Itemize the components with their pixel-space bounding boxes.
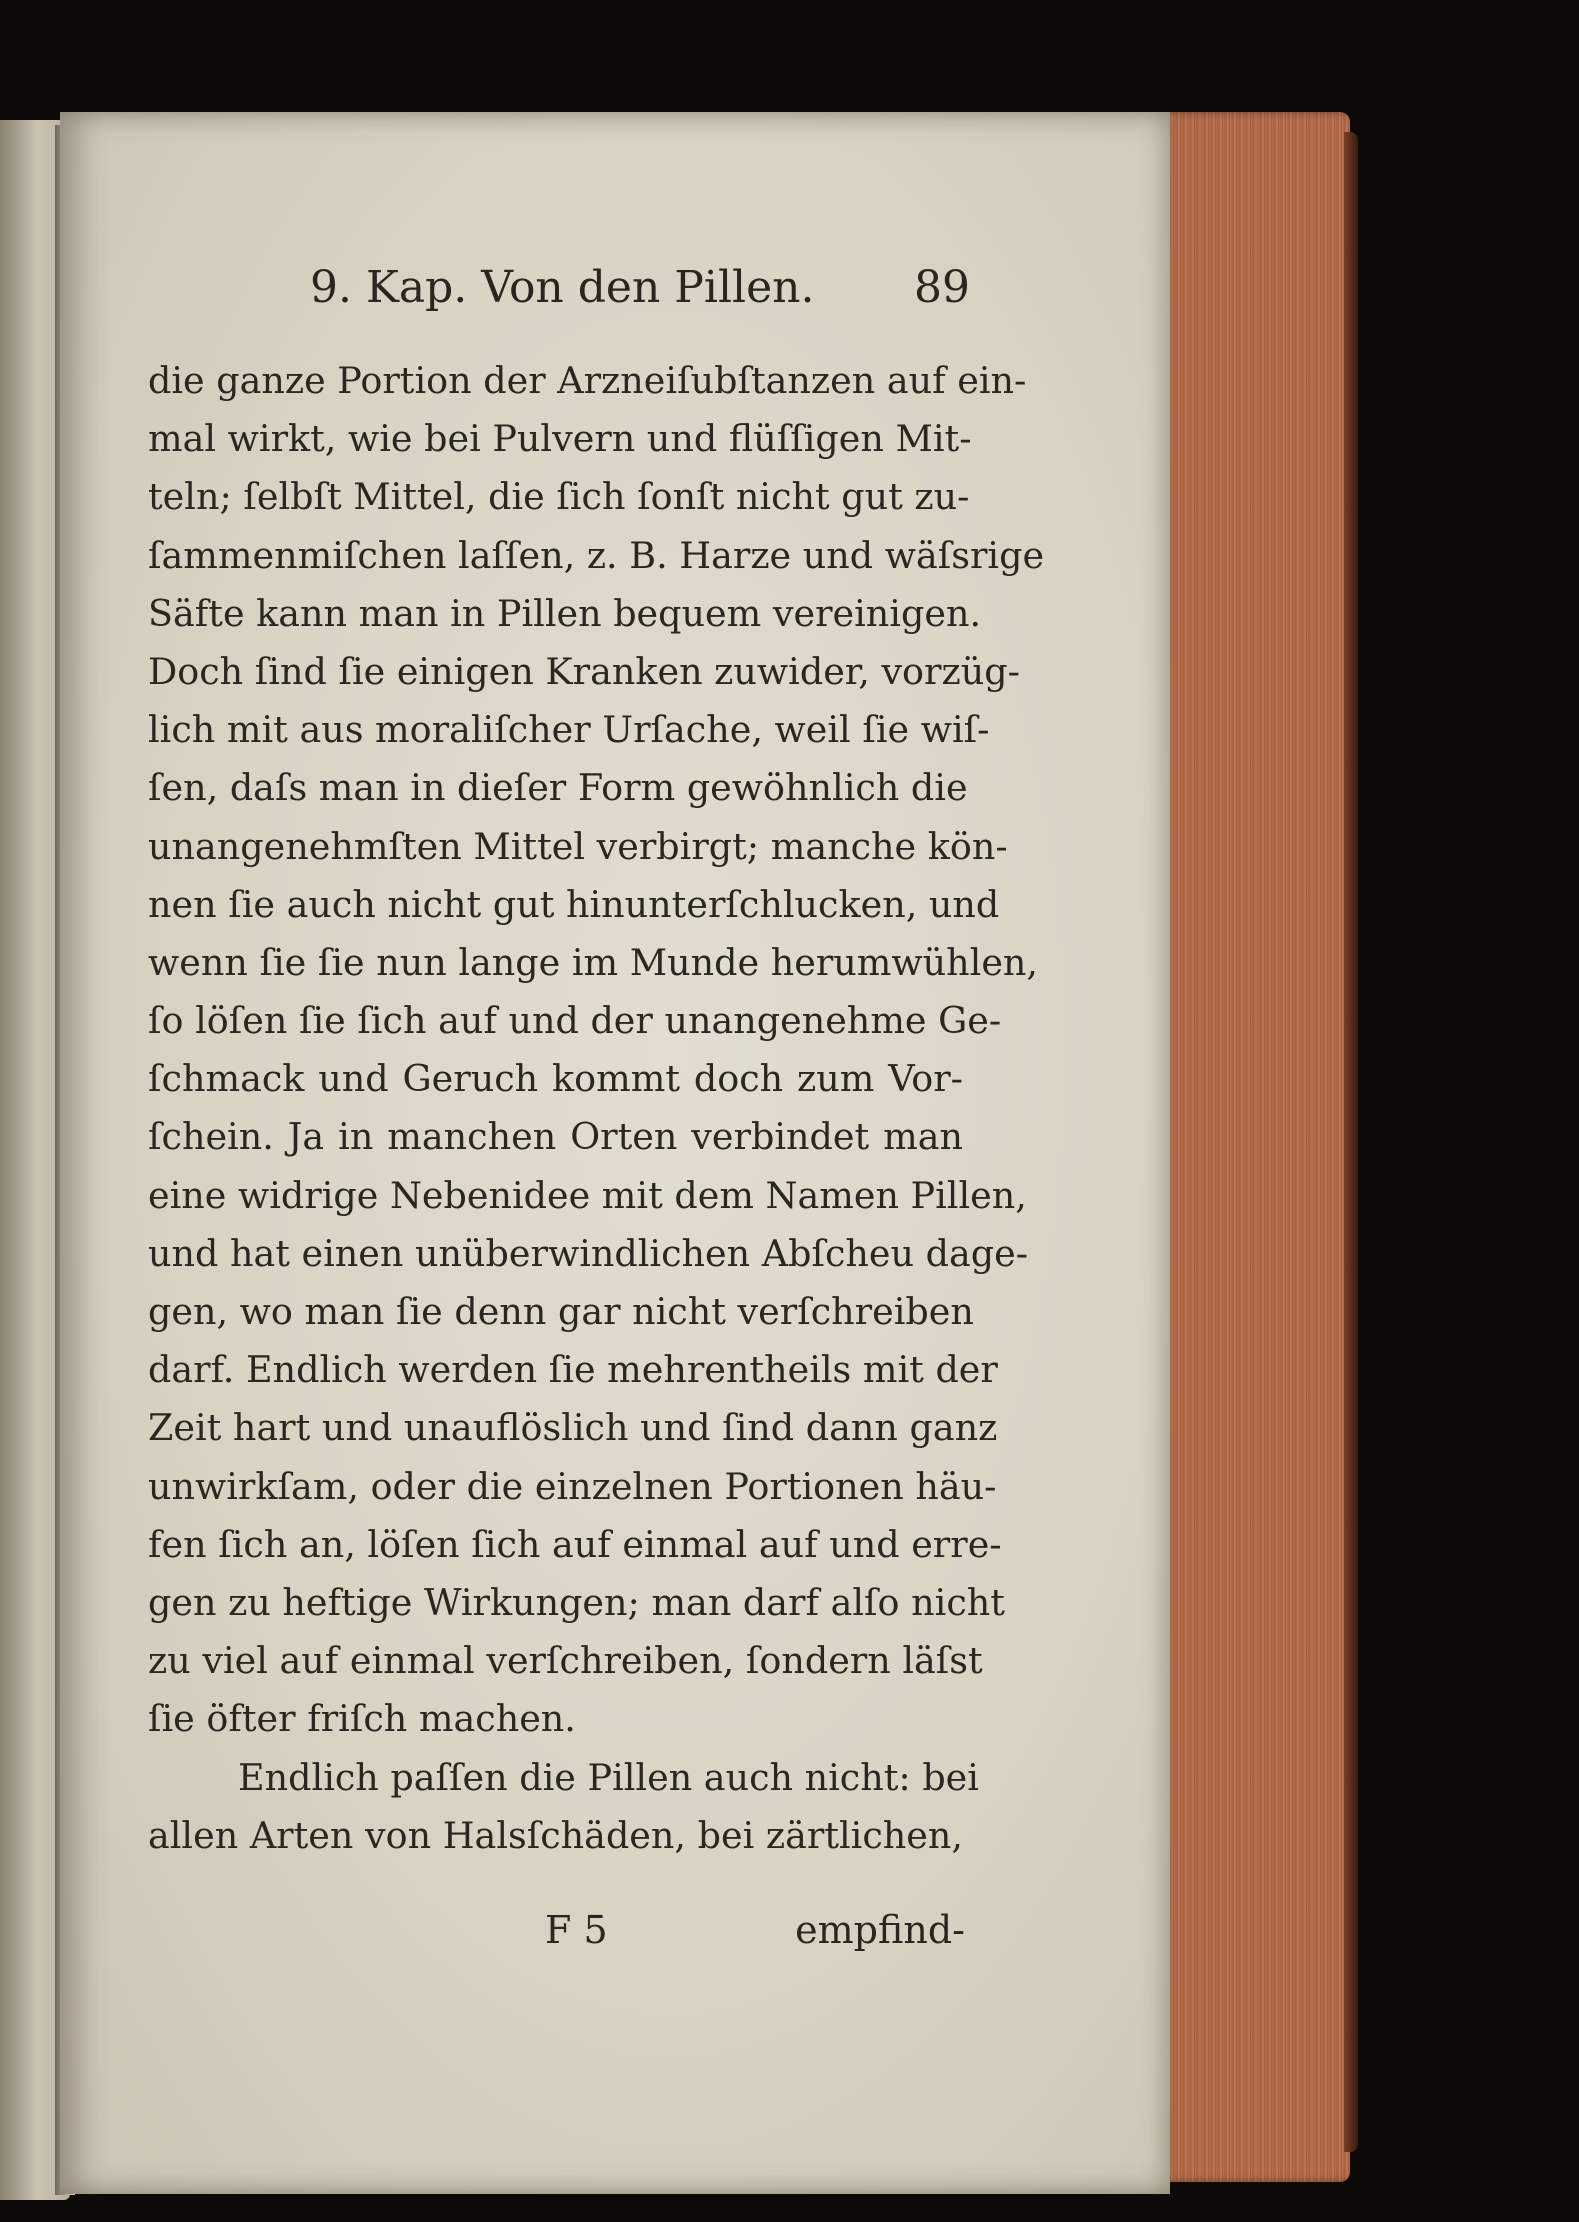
- text-line: ſo löſen ſie ſich auf und der unangenehme Ge-: [148, 999, 1002, 1043]
- text-line: gen, wo man ſie denn gar nicht verſchreiben: [148, 1290, 974, 1333]
- running-title: 9. Kap. Von den Pillen.: [310, 262, 815, 313]
- page-footer: [545, 1908, 965, 1968]
- text-line: lich mit aus moraliſcher Urſache, weil ſie wiſ-: [148, 708, 990, 752]
- text-line: nen ſie auch nicht gut hinunterſchlucken, und: [148, 882, 1000, 926]
- paragraph-end-line: ſie öfter friſch machen.: [148, 1697, 576, 1741]
- text-line: Säfte kann man in Pillen bequem vereinigen.: [148, 591, 982, 635]
- text-line: Doch ſind ſie einigen Kranken zuwider, vorzüg-: [148, 649, 1020, 693]
- text-line: wenn ſie ſie nun lange im Munde herumwühlen,: [148, 940, 1039, 984]
- text-line: fen ſich an, löſen ſich auf einmal auf und erre-: [148, 1522, 1002, 1566]
- text-line: eine widrige Nebenidee mit dem Namen Pillen,: [148, 1173, 1027, 1217]
- text-line: zu viel auf einmal verſchreiben, ſondern läſst: [148, 1639, 983, 1683]
- page-block-edge: [1160, 112, 1350, 2182]
- text-line: teln; ſelbſt Mittel, die ſich ſonſt nicht gut zu-: [148, 475, 970, 519]
- text-line: ſchein. Ja in manchen Orten verbindet man: [148, 1115, 963, 1159]
- text-line: ſammenmiſchen laſſen, z. B. Harze und wäſsrige: [148, 533, 1045, 577]
- text-line: ſchmack und Geruch kommt doch zum Vor-: [148, 1057, 963, 1101]
- paragraph-start-line: Endlich paſſen die Pillen auch nicht: bei: [238, 1755, 979, 1799]
- body-text: [148, 352, 1045, 1865]
- text-line: mal wirkt, wie bei Pulvern und flüſſigen Mit-: [148, 417, 972, 461]
- text-line: unwirkſam, oder die einzelnen Portionen häu-: [148, 1464, 997, 1508]
- text-line: ſen, daſs man in dieſer Form gewöhnlich die: [148, 766, 968, 810]
- text-line: Zeit hart und unauflöslich und ſind dann ganz: [148, 1406, 998, 1450]
- signature-mark: F 5: [545, 1908, 608, 1952]
- catchword: empfind-: [795, 1908, 965, 1952]
- running-header: [310, 262, 970, 322]
- text-line: und hat einen unüberwindlichen Abſcheu dage-: [148, 1231, 1029, 1275]
- text-line: gen zu heftige Wirkungen; man darf alſo nicht: [148, 1580, 1005, 1624]
- text-line: die ganze Portion der Arzneiſubſtanzen auf ein-: [148, 359, 1027, 402]
- text-line: allen Arten von Halsſchäden, bei zärtlichen,: [148, 1813, 963, 1857]
- text-line: darf. Endlich werden ſie mehrentheils mit der: [148, 1348, 998, 1392]
- page-number: 89: [914, 262, 970, 313]
- text-line: unangenehmſten Mittel verbirgt; manche kön-: [148, 824, 1008, 868]
